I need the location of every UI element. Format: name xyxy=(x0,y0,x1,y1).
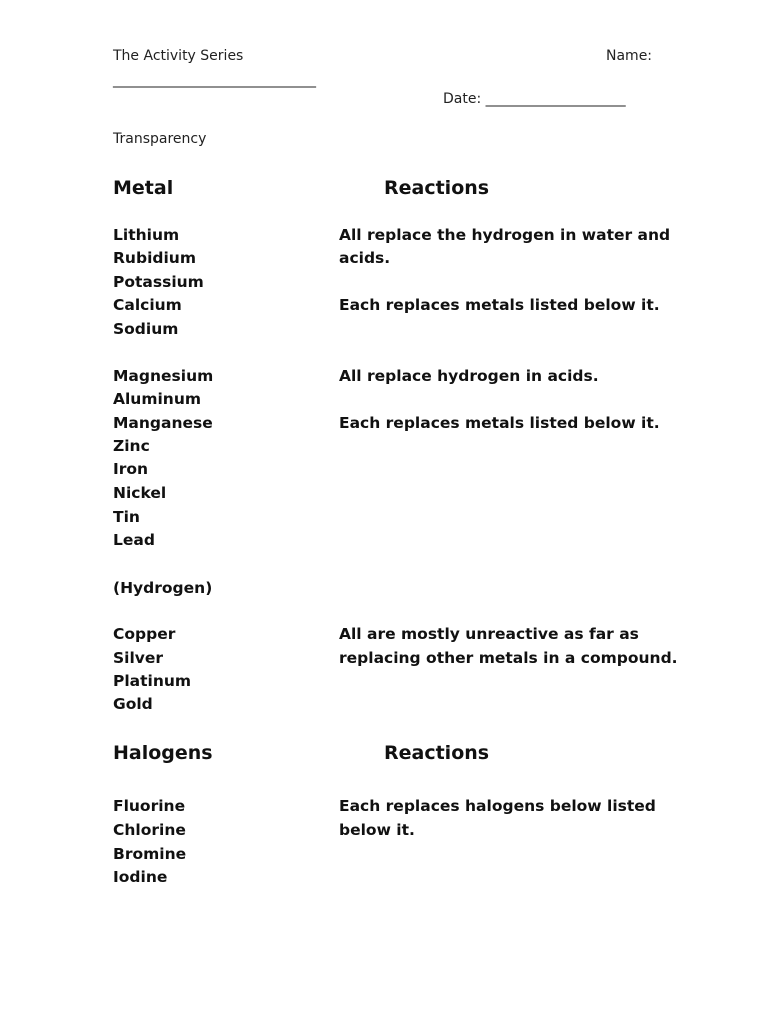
reaction-text: All replace the hydrogen in water and xyxy=(339,226,671,244)
metal-item: Nickel xyxy=(113,484,167,502)
metal-reactions-heading: Reactions xyxy=(384,177,490,199)
metal-item: Copper xyxy=(113,625,176,643)
halogen-reactions-heading: Reactions xyxy=(384,742,490,764)
metal-item: Gold xyxy=(113,695,153,713)
halogens-heading: Halogens xyxy=(113,742,213,764)
name-line: _____________________________ xyxy=(113,72,316,88)
halogen-item: Bromine xyxy=(113,845,187,863)
metal-heading: Metal xyxy=(113,177,174,199)
metal-item: Rubidium xyxy=(113,249,196,267)
reaction-text: replacing other metals in a compound. xyxy=(339,649,678,667)
metal-item: Iron xyxy=(113,460,149,478)
halogen-item: Chlorine xyxy=(113,821,186,839)
reaction-text: Each replaces halogens below listed xyxy=(339,797,656,815)
metal-item: Platinum xyxy=(113,672,192,690)
metal-item: Lead xyxy=(113,531,155,549)
metal-item: Potassium xyxy=(113,273,204,291)
halogen-item: Iodine xyxy=(113,868,168,886)
transparency-label: Transparency xyxy=(113,131,207,147)
date-field: Date: ____________________ xyxy=(443,91,626,107)
halogen-item: Fluorine xyxy=(113,797,186,815)
name-label: Name: xyxy=(606,48,653,64)
metal-item: Manganese xyxy=(113,414,213,432)
metal-item: Magnesium xyxy=(113,367,214,385)
reaction-text: Each replaces metals listed below it. xyxy=(339,414,660,432)
metal-item: Silver xyxy=(113,649,164,667)
metal-item: Lithium xyxy=(113,226,180,244)
metal-item: Tin xyxy=(113,508,140,526)
metal-item: Sodium xyxy=(113,320,179,338)
metal-item: Zinc xyxy=(113,437,150,455)
worksheet-title: The Activity Series xyxy=(113,48,244,64)
hydrogen-item: (Hydrogen) xyxy=(113,579,213,597)
reaction-text: Each replaces metals listed below it. xyxy=(339,296,660,314)
reaction-text: acids. xyxy=(339,249,391,267)
reaction-text: below it. xyxy=(339,821,415,839)
reaction-text: All replace hydrogen in acids. xyxy=(339,367,599,385)
metal-item: Aluminum xyxy=(113,390,202,408)
metal-item: Calcium xyxy=(113,296,182,314)
reaction-text: All are mostly unreactive as far as xyxy=(339,625,639,643)
